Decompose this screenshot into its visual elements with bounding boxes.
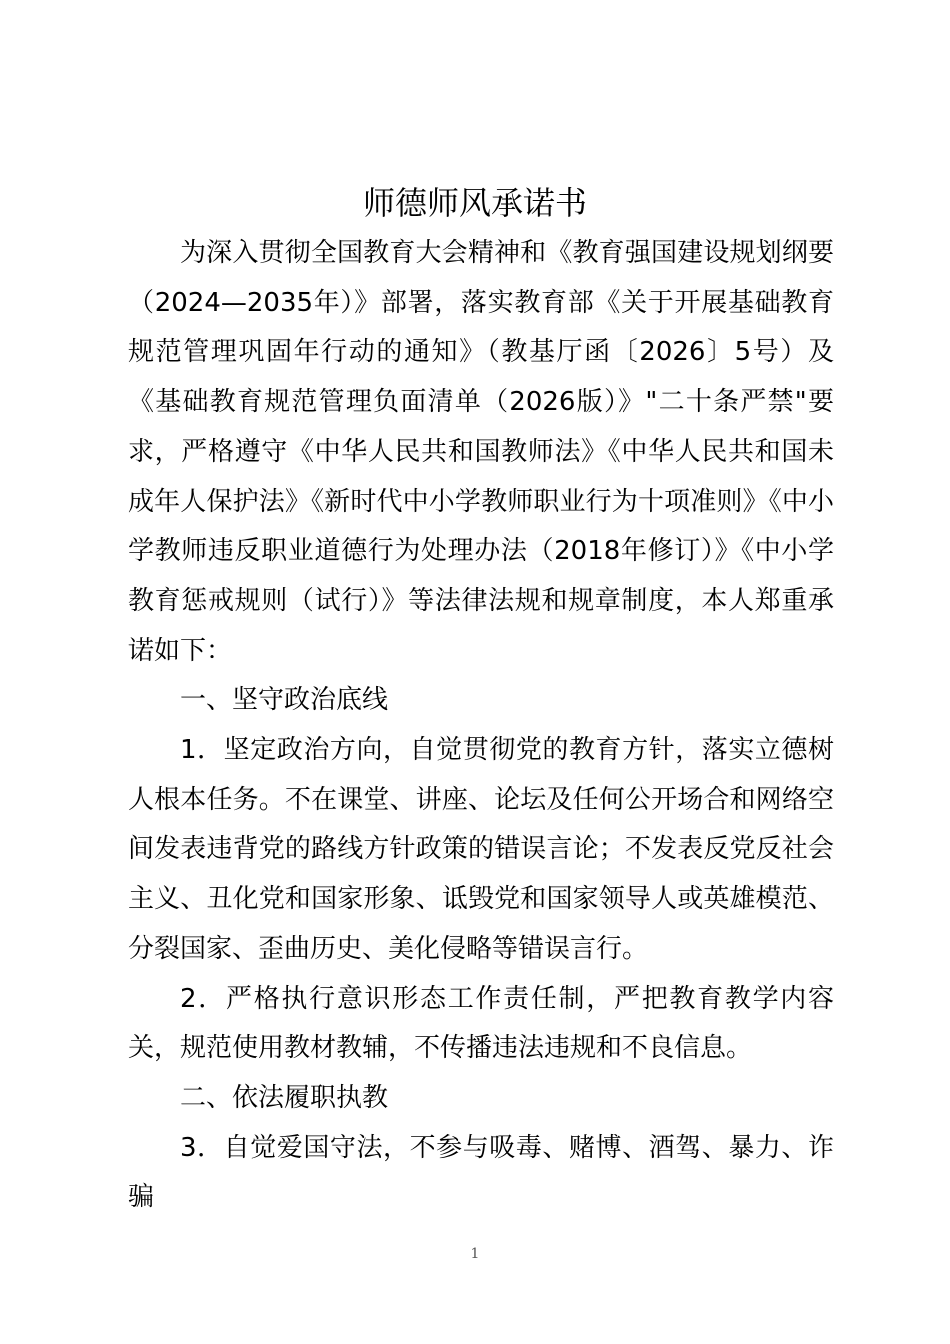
item-paragraph-1: 1．坚定政治方向，自觉贯彻党的教育方针，落实立德树人根本任务。不在课堂、讲座、论坛及任何公开场合和网络空间发表违背党的路线方针政策的错误言论；不发表反党反社会主义、丑化党和国家形象、诋毁党和国家领导人或英雄模范、分裂国家、歪曲历史、美化侵略等错误言行。 (128, 735, 834, 964)
intro-paragraph: 为深入贯彻全国教育大会精神和《教育强国建设规划纲要（2024—2035年）》部署，落实教育部《关于开展基础教育规范管理巩固年行动的通知》（教基厅函〔2026〕5号）及《基础教育规范管理负面清单（2026版）》"二十条严禁"要求，严格遵守《中华人民共和国教师法》《中华人民共和国未成年人保护法》《新时代中小学教师职业行为十项准则》《中小学教师违反职业道德行为处理办法（2018年修订）》《中小学教育惩戒规则（试行）》等法律法规和规章制度，本人郑重承诺如下： (128, 238, 834, 666)
item-paragraph-3: 3．自觉爱国守法，不参与吸毒、赌博、酒驾、暴力、诈骗 (128, 1132, 834, 1213)
document-title: 师德师风承诺书 (362, 184, 587, 222)
item-paragraph-2: 2．严格执行意识形态工作责任制，严把教育教学内容关，规范使用教材教辅，不传播违法违规和不良信息。 (128, 983, 834, 1064)
section-heading-lawful: 二、依法履职执教 (180, 1082, 389, 1113)
section-heading-political: 一、坚守政治底线 (180, 685, 389, 716)
page-number: 1 (470, 1246, 480, 1262)
document-body (128, 229, 834, 1223)
